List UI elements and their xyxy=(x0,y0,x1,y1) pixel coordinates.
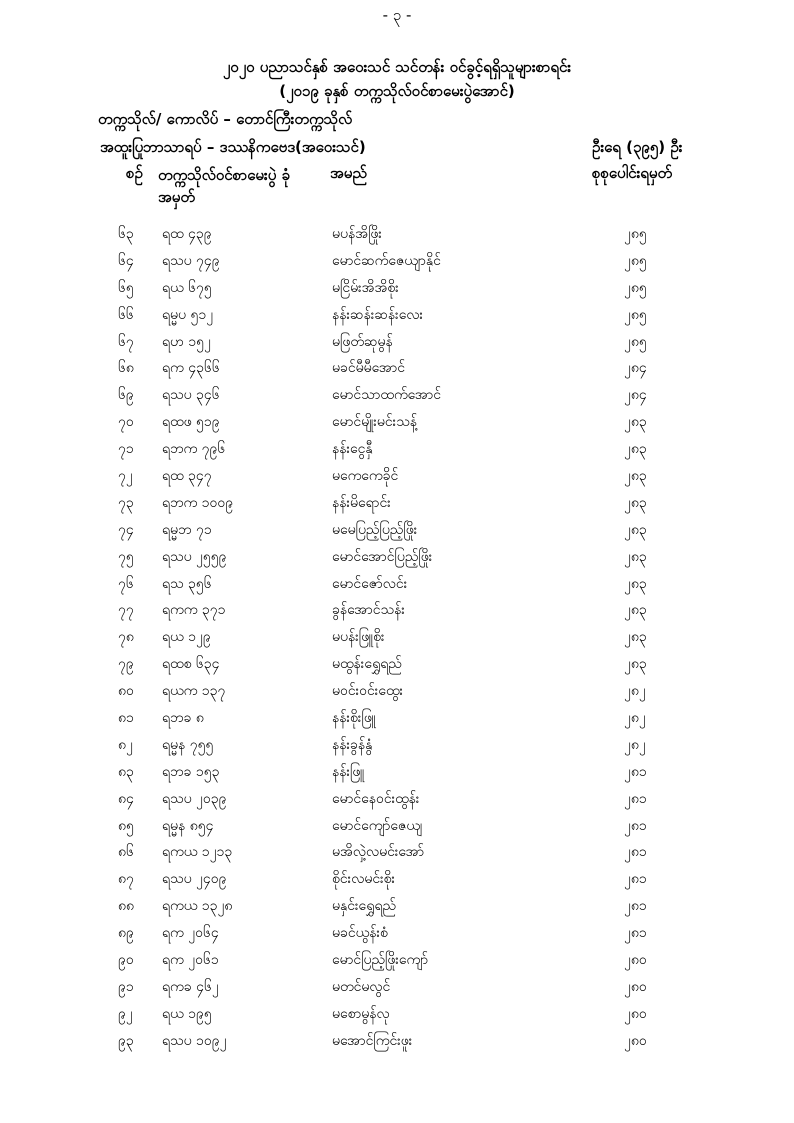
row-number: ၈၆ xyxy=(118,844,134,861)
row-number: ၈၃ xyxy=(118,763,134,780)
total-marks: ၂၈၅ xyxy=(624,226,647,242)
student-name: နန်းဆန်းဆန်းလေး xyxy=(332,306,423,323)
row-number: ၈၄ xyxy=(118,790,134,807)
roll-number: ရထ ၃၄၇ xyxy=(162,468,212,485)
roll-number: ရသပ ၁၀၉၂ xyxy=(162,1032,227,1049)
column-header-roll: တက္ကသိုလ်ဝင်စာမေးပွဲ ခုံအမှတ် xyxy=(158,166,290,206)
total-count: ဦးရေ (၃၉၅) ဦး xyxy=(592,138,683,156)
major-line: အထူးပြုဘာသာရပ် – ဒဿနိကဗေဒ(အဝေးသင်) xyxy=(100,138,366,156)
roll-number: ရထ ၄၃၉ xyxy=(162,226,212,242)
roll-number: ရယ ၁၂၉ xyxy=(162,629,211,646)
student-name: နန်းငွေနှီ xyxy=(332,441,373,458)
total-marks: ၂၈၁ xyxy=(624,925,647,942)
student-name: မောင်သာထက်အောင် xyxy=(332,387,442,404)
row-number: ၈၉ xyxy=(118,925,134,942)
total-marks: ၂၈၃ xyxy=(624,629,647,646)
row-number: ၈၂ xyxy=(118,736,133,753)
row-number: ၇၀ xyxy=(118,414,134,431)
table-row xyxy=(0,654,794,681)
page-number: - ၃ - xyxy=(382,6,412,24)
roll-number: ရကက ၃၇၁ xyxy=(162,602,226,619)
table-row xyxy=(0,816,794,843)
total-marks: ၂၈၅ xyxy=(624,252,647,269)
roll-number: ရကယ ၁၃၂၈ xyxy=(162,898,233,915)
total-marks: ၂၈၂ xyxy=(624,683,646,700)
row-number: ၇၆ xyxy=(118,575,134,592)
table-row xyxy=(0,950,794,977)
table-row xyxy=(0,1004,794,1031)
row-number: ၆၃ xyxy=(118,226,134,242)
student-name: မောင်ဇော်လင်း xyxy=(332,575,408,592)
table-row xyxy=(0,466,794,493)
row-number: ၉၁ xyxy=(118,978,134,995)
roll-number: ရက ၄၃၆၆ xyxy=(162,360,220,377)
student-name: မအောင်ကြင်းဖူး xyxy=(332,1032,413,1049)
results-list xyxy=(0,224,794,1058)
student-name: မောင်နေဝင်းထွန်း xyxy=(332,790,420,807)
table-row xyxy=(0,493,794,520)
total-marks: ၂၈၄ xyxy=(624,387,647,404)
row-number: ၇၇ xyxy=(118,602,134,619)
row-number: ၈၅ xyxy=(118,817,134,834)
total-marks: ၂၈၀ xyxy=(624,952,647,969)
roll-number: ရထစ ၆၃၄ xyxy=(162,656,220,673)
roll-number: ရသ ၃၅၆ xyxy=(162,575,212,592)
total-marks: ၂၈၁ xyxy=(624,898,647,915)
student-name: မပန်အိဖြိုး xyxy=(332,226,382,242)
total-marks: ၂၈၄ xyxy=(624,360,647,377)
roll-number: ရယက ၁၃၇ xyxy=(162,683,226,700)
row-number: ၇၂ xyxy=(118,468,133,485)
row-number: ၉၃ xyxy=(118,1032,134,1049)
student-name: မခင်မီမီအောင် xyxy=(332,360,406,377)
roll-number: ရဟ ၁၅၂ xyxy=(162,333,211,350)
row-number: ၇၄ xyxy=(118,521,134,538)
table-row xyxy=(0,332,794,359)
student-name: မောင်ဆက်ဇေယျာနိုင် xyxy=(332,252,441,269)
row-number: ၆၆ xyxy=(118,306,134,323)
roll-number: ရဘခ ၈ xyxy=(162,710,204,727)
roll-number: ရယ ၁၉၅ xyxy=(162,1005,212,1022)
roll-number: ရမ္မန ၈၅၄ xyxy=(162,817,214,834)
row-number: ၆၅ xyxy=(118,279,134,296)
table-row xyxy=(0,762,794,789)
roll-number: ရမ္မပ ၅၁၂ xyxy=(162,306,214,323)
table-row xyxy=(0,358,794,385)
row-number: ၇၃ xyxy=(118,494,134,511)
total-marks: ၂၈၃ xyxy=(624,468,647,485)
student-name: မငြိမ်းအိအိစိုး xyxy=(332,279,399,296)
total-marks: ၂၈၃ xyxy=(624,548,647,565)
total-marks: ၂၈၅ xyxy=(624,306,647,323)
table-row xyxy=(0,977,794,1004)
table-row xyxy=(0,869,794,896)
roll-number: ရကခ ၄၆၂ xyxy=(162,978,219,995)
student-name: မကေကေခိုင် xyxy=(332,468,399,485)
row-number: ၉၀ xyxy=(118,952,134,969)
table-row xyxy=(0,627,794,654)
total-marks: ၂၈၁ xyxy=(624,844,647,861)
total-marks: ၂၈၃ xyxy=(624,494,647,511)
table-row xyxy=(0,1031,794,1058)
table-row xyxy=(0,681,794,708)
student-name: မနှင်းရွှေရည် xyxy=(332,898,397,915)
table-row xyxy=(0,842,794,869)
student-name: နန်းမိရောင်း xyxy=(332,494,391,511)
table-row xyxy=(0,896,794,923)
student-name: မောင်ပြည့်ဖြိုးကျော် xyxy=(332,952,429,969)
row-number: ၆၄ xyxy=(118,252,134,269)
student-name: မစောမွန်လု xyxy=(332,1005,390,1022)
total-marks: ၂၈၁ xyxy=(624,871,647,888)
total-marks: ၂၈၀ xyxy=(624,978,647,995)
total-marks: ၂၈၀ xyxy=(624,1005,647,1022)
row-number: ၆၈ xyxy=(118,360,134,377)
row-number: ၈၀ xyxy=(118,683,134,700)
student-name: မမေပြည့်ပြည့်ဖြိုး xyxy=(332,521,418,538)
row-number: ၈၈ xyxy=(118,898,134,915)
table-row xyxy=(0,224,794,251)
table-row xyxy=(0,412,794,439)
roll-number: ရသပ ၇၄၉ xyxy=(162,252,220,269)
student-name: မဝင်းဝင်းထွေး xyxy=(332,683,404,700)
total-marks: ၂၈၃ xyxy=(624,441,647,458)
row-number: ၇၉ xyxy=(118,656,134,673)
student-name: မောင်အောင်ပြည့်ဖြိုး xyxy=(332,548,433,565)
student-name: မအိလှဲ့လမင်းအော် xyxy=(332,844,425,861)
table-row xyxy=(0,735,794,762)
column-header-no: စဉ် xyxy=(126,164,143,182)
table-row xyxy=(0,547,794,574)
roll-number: ရယ ၆၇၅ xyxy=(162,279,212,296)
row-number: ၇၁ xyxy=(118,441,134,458)
column-header-name: အမည် xyxy=(330,164,367,182)
total-marks: ၂၈၅ xyxy=(624,333,647,350)
row-number: ၈၇ xyxy=(118,871,134,888)
total-marks: ၂၈၃ xyxy=(624,602,647,619)
table-row xyxy=(0,574,794,601)
total-marks: ၂၈၂ xyxy=(624,710,646,727)
document-title: ၂၀၂၀ ပညာသင်နှစ် အဝေးသင် သင်တန်း ဝင်ခွင့်ရရှိသူများစာရင်း xyxy=(222,58,572,76)
roll-number: ရက ၂၀၆၄ xyxy=(162,925,219,942)
roll-number: ရမ္မန ၇၅၅ xyxy=(162,736,214,753)
row-number: ၉၂ xyxy=(118,1005,133,1022)
student-name: နန်းစိုးဖြူ xyxy=(332,710,376,727)
row-number: ၇၅ xyxy=(118,548,134,565)
roll-number: ရမ္မဘ ၇၁ xyxy=(162,521,212,538)
student-name: နန်းဖြူ xyxy=(332,763,365,780)
total-marks: ၂၈၃ xyxy=(624,656,647,673)
roll-number: ရသပ ၂၄၀၉ xyxy=(162,871,227,888)
table-row xyxy=(0,278,794,305)
row-number: ၆၇ xyxy=(118,333,134,350)
total-marks: ၂၈၂ xyxy=(624,736,646,753)
table-row xyxy=(0,923,794,950)
row-number: ၆၉ xyxy=(118,387,134,404)
table-row xyxy=(0,305,794,332)
row-number: ၈၁ xyxy=(118,710,134,727)
student-name: မခင်ယွန်းစံ xyxy=(332,925,388,942)
student-name: မောင်မျိုးမင်းသန့် xyxy=(332,414,417,431)
total-marks: ၂၈၀ xyxy=(624,1032,647,1049)
student-name: မောင်ကျော်ဇေယျ xyxy=(332,817,423,834)
roll-number: ရသပ ၃၄၆ xyxy=(162,387,220,404)
table-row xyxy=(0,708,794,735)
student-name: မတင်မလွင် xyxy=(332,978,391,995)
total-marks: ၂၈၅ xyxy=(624,279,647,296)
total-marks: ၂၈၁ xyxy=(624,817,647,834)
table-row xyxy=(0,520,794,547)
roll-number: ရသပ ၂၅၅၉ xyxy=(162,548,227,565)
table-row xyxy=(0,385,794,412)
student-name: ခွန်အောင်သန်း xyxy=(332,602,405,619)
table-row xyxy=(0,251,794,278)
student-name: မပန်းဖြူစိုး xyxy=(332,629,385,646)
student-name: နန်းခွန်နွံ xyxy=(332,736,373,753)
total-marks: ၂၈၃ xyxy=(624,521,647,538)
department-line: တက္ကသိုလ်/ ကောလိပ် – တောင်ကြီးတက္ကသိုလ် xyxy=(98,110,353,128)
table-row xyxy=(0,789,794,816)
total-marks: ၂၈၃ xyxy=(624,575,647,592)
roll-number: ရထဖ ၅၁၉ xyxy=(162,414,220,431)
roll-number: ရကယ ၁၂၁၃ xyxy=(162,844,233,861)
total-marks: ၂၈၁ xyxy=(624,790,647,807)
document-subtitle: (၂၀၁၉ ခုနှစ် တက္ကသိုလ်ဝင်စာမေးပွဲအောင်) xyxy=(279,82,515,100)
total-marks: ၂၈၃ xyxy=(624,414,647,431)
student-name: စိုင်းလမင်းစိုး xyxy=(332,871,396,888)
table-row xyxy=(0,600,794,627)
table-row xyxy=(0,439,794,466)
roll-number: ရဘက ၇၉၆ xyxy=(162,441,226,458)
student-name: မဖြတ်ဆုမွန် xyxy=(332,333,393,350)
row-number: ၇၈ xyxy=(118,629,134,646)
total-marks: ၂၈၁ xyxy=(624,763,647,780)
roll-number: ရဘက ၁၀၀၉ xyxy=(162,494,234,511)
roll-number: ရသပ ၂၀၃၉ xyxy=(162,790,227,807)
column-header-marks: စုစုပေါင်းရမှတ် xyxy=(592,164,673,182)
roll-number: ရဘခ ၁၅၃ xyxy=(162,763,220,780)
roll-number: ရက ၂၀၆၁ xyxy=(162,952,219,969)
student-name: မထွန်းရွှေရည် xyxy=(332,656,402,673)
